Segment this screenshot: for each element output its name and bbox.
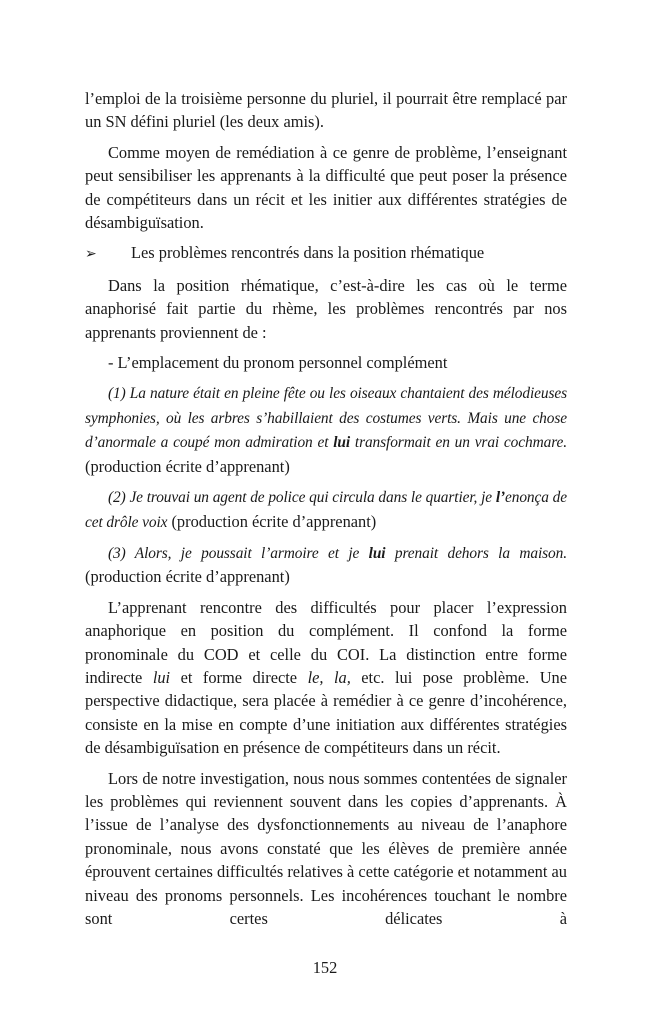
page-body <box>85 87 567 937</box>
example-emphasis: lui <box>368 544 386 562</box>
example-emphasis: l’ <box>495 489 506 507</box>
example-3 <box>85 541 567 589</box>
example-emphasis: lui <box>333 434 351 452</box>
italic-term: lui <box>152 667 171 687</box>
arrow-bullet-icon: ➢ <box>85 246 97 263</box>
italic-term: le, la, <box>307 667 351 687</box>
paragraph <box>85 596 567 760</box>
text: etc. lui pose problème. Une perspective didactique, sera placée à remédier à ce genre d’incohérence, consiste en la mise en compte d’une initiation aux différentes stratégies de désambiguïsation en présence de compétiteurs dans un récit. <box>85 667 568 758</box>
paragraph: - L’emplacement du pronom personnel complément <box>108 353 448 373</box>
paragraph: Dans la position rhématique, c’est-à-dire les cas où le terme anaphorisé fait partie du rhème, les problèmes rencontrés par nos apprenants proviennent de : <box>85 275 567 342</box>
paragraph: Comme moyen de remédiation à ce genre de problème, l’enseignant peut sensibiliser les apprenants à la difficulté que peut poser la présence de compétiteurs dans un récit et les initier aux différentes stratégies de désambiguïsation. <box>85 142 567 233</box>
bullet-heading <box>85 241 567 266</box>
example-text: prenait dehors la maison. <box>385 544 567 562</box>
example-text: transformait en un vrai cochmare. <box>350 434 567 452</box>
example-text: enonça de cet drôle voix <box>85 489 567 531</box>
example-source: (production écrite d’apprenant) <box>167 511 377 531</box>
text: L’apprenant rencontre des difficultés pour placer l’expression anaphorique en position du complément. Il confond la forme pronominale du COD et celle du COI. La distinction entre forme indirecte <box>85 597 567 687</box>
example-2 <box>85 485 567 534</box>
paragraph: Lors de notre investigation, nous nous sommes contentées de signaler les problèmes qui reviennent souvent dans les copies d’apprenants. À l’issue de l’analyse des dysfonctionnements au niveau de l’anaphore pronominale, nous avons constaté que les élèves de première année éprouvent certaines difficultés relatives à cette catégorie et notamment au niveau des pronoms personnels. Les incohérences touchant le nombre sont certes délicates à <box>85 768 567 928</box>
example-1 <box>85 381 567 478</box>
example-source: (production écrite d’apprenant) <box>85 567 290 587</box>
text: et forme directe <box>170 667 308 687</box>
example-text: (1) La nature était en pleine fête ou les oiseaux chantaient des mélodieuses symphonies, où les arbres s’habillaient des costumes verts. Mais une chose d’anormale a coupé mon admiration et <box>85 385 567 452</box>
page-number: 152 <box>312 958 338 977</box>
paragraph: l’emploi de la troisième personne du pluriel, il pourrait être remplacé par un SN défini pluriel (les deux amis). <box>85 89 567 132</box>
example-text: (2) Je trouvai un agent de police qui circula dans le quartier, je <box>108 489 496 507</box>
bullet-text: Les problèmes rencontrés dans la position rhématique <box>131 243 485 263</box>
example-source: (production écrite d’apprenant) <box>85 456 290 476</box>
example-text: (3) Alors, je poussait l’armoire et je <box>108 544 369 562</box>
